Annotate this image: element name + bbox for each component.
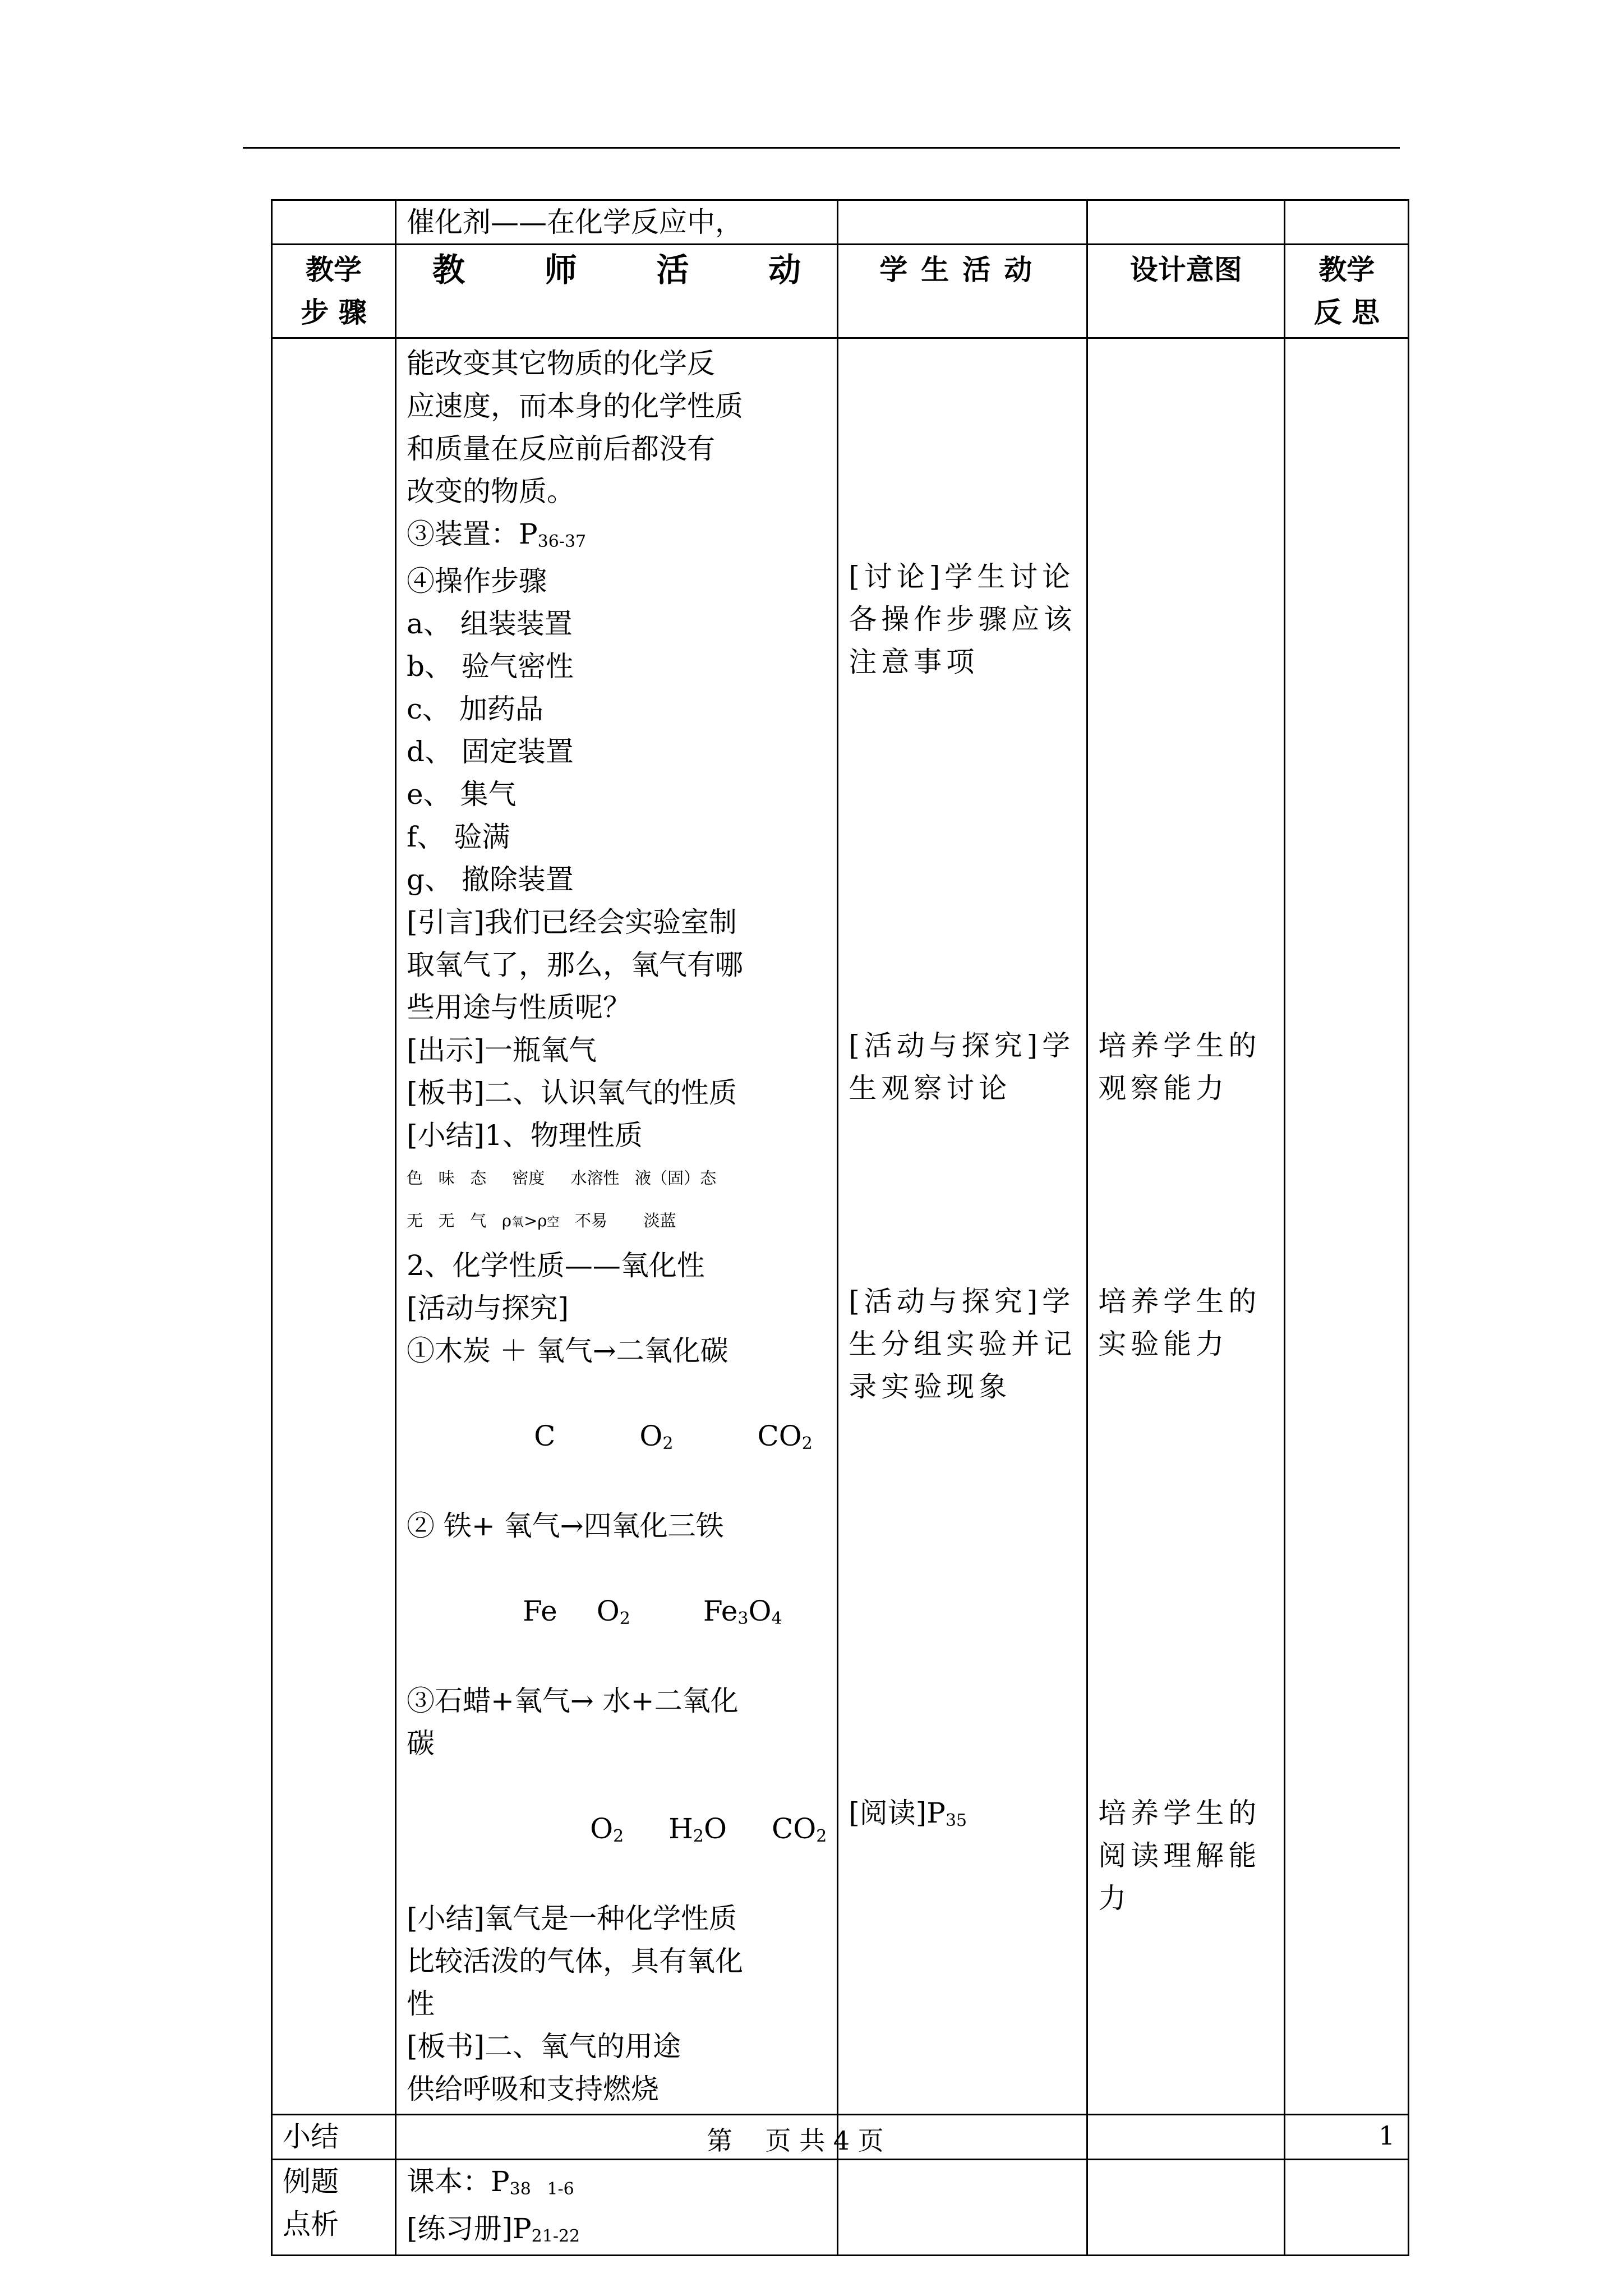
example-content: 课本：P38 1-6 [练习册]P21-22 <box>396 2160 838 2256</box>
cell-empty <box>1087 2160 1285 2256</box>
teacher-continuation: 催化剂——在化学反应中， <box>396 200 838 245</box>
cell-reflect-empty <box>1285 338 1409 2115</box>
page-number: 1 <box>1378 2120 1395 2151</box>
cell-empty <box>1285 200 1409 245</box>
cell-step-empty <box>272 338 396 2115</box>
example-label: 例题 点析 <box>272 2160 396 2256</box>
header-student: 学生活动 <box>838 245 1087 338</box>
cell-empty <box>272 200 396 245</box>
design-intent: 培养学生的 观察能力 培养学生的 实验能力 培养学生的 阅读理解能 力 <box>1087 338 1285 2115</box>
lesson-table <box>271 199 1409 2256</box>
summary-label: 小结 <box>272 2115 396 2160</box>
body-row <box>272 338 1409 2115</box>
cell-empty <box>1087 2115 1285 2160</box>
cell-empty <box>838 2160 1087 2256</box>
header-teacher: 教 师 活 动 <box>396 245 838 338</box>
teacher-activity: 能改变其它物质的化学反 应速度，而本身的化学性质 和质量在反应前后都没有 改变的物质。 ③装置：P36-37 ④操作步骤 a、 组装装置 b、 验气密性 c、 加药品 d、 固定装置 e、 集气 f、 验满 g、 撤除装置 [引言]我们已经会实验室制 取氧气了，那么，氧气有哪 些用途与性质呢？ [出示]一瓶氧气 [板书]二、认识氧气的性质 [小结]1、物理性质 色 味 态 密度 水溶性 液（固）态 无 无 气 ρ氧>ρ空 不易 淡蓝 2、化学性质——氧化性 [活动与探究] ①木炭 ＋ 氧气→二氧化碳 C O2 CO2 ② 铁+ 氧气→四氧化三铁 Fe O2 Fe3O4 ③石蜡+氧气→ 水+二氧化 碳 O2 H2O CO2 [小结]氧气是一种化学性质 比较活泼的气体，具有氧化 性 [板书]二、氧气的用途 供给呼吸和支持燃烧 <box>396 338 838 2115</box>
page-footer: 第 页 共 4 页 <box>707 2125 884 2156</box>
cell-empty <box>1285 2160 1409 2256</box>
student-activity: [讨论]学生讨论 各操作步骤应该 注意事项 [活动与探究]学 生观察讨论 [活动与探究]学 生分组实验并记 录实验现象 [阅读]P35 <box>838 338 1087 2115</box>
cell-empty <box>1087 200 1285 245</box>
continuation-row <box>272 200 1409 245</box>
example-row <box>272 2160 1409 2256</box>
header-row <box>272 245 1409 338</box>
header-rule <box>243 147 1400 149</box>
header-reflect: 教学 反 思 <box>1285 245 1409 338</box>
header-intent: 设计意图 <box>1087 245 1285 338</box>
cell-empty <box>838 200 1087 245</box>
header-step: 教学 步 骤 <box>272 245 396 338</box>
